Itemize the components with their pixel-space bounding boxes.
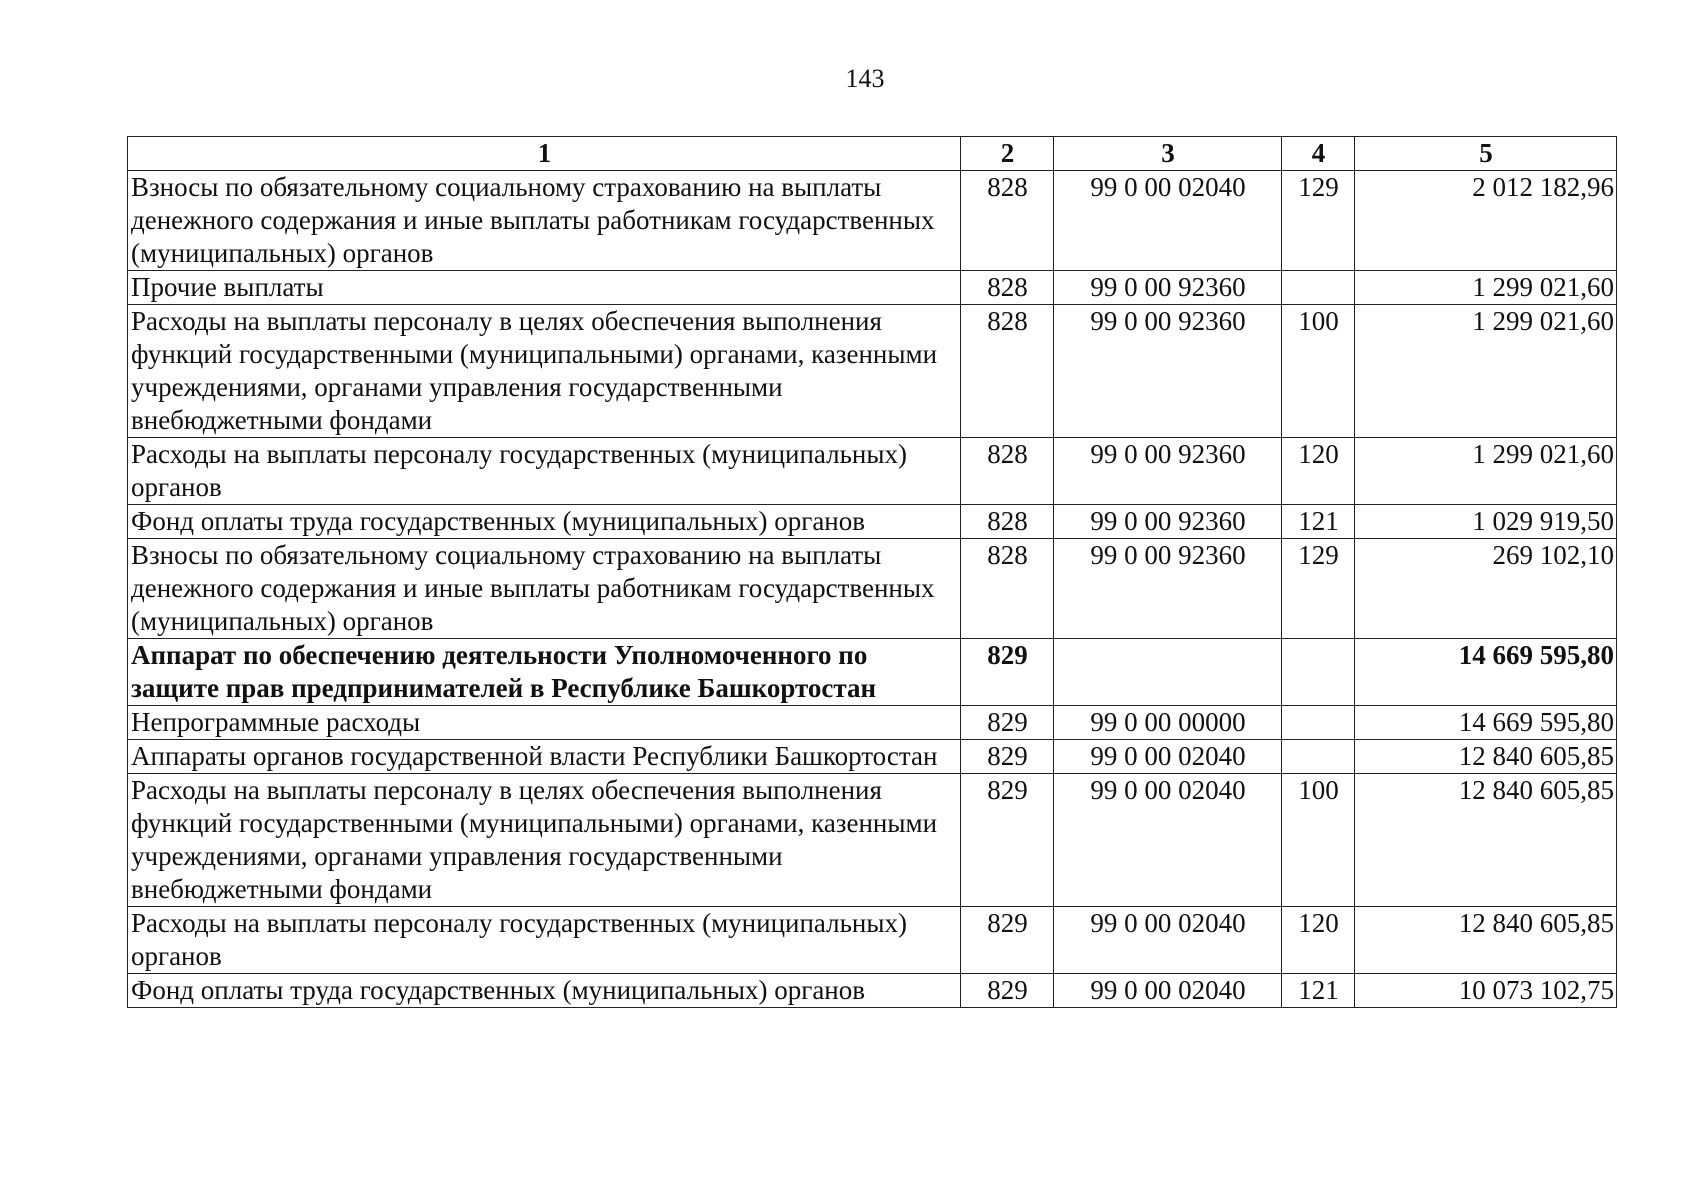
- row-name-cell: Непрограммные расходы: [128, 706, 961, 740]
- budget-table: [127, 136, 1617, 1008]
- row-name-cell: Взносы по обязательному социальному страхованию на выплаты денежного содержания и иные выплаты работникам государственных (муниципальных) органов: [128, 171, 961, 271]
- row-code-cell: 829: [961, 774, 1054, 907]
- row-name-cell: Аппараты органов государственной власти Республики Башкортостан: [128, 740, 961, 774]
- table-body: [128, 171, 1617, 1008]
- page-number: 143: [845, 64, 885, 93]
- column-header-2: 2: [961, 137, 1054, 171]
- row-amount-cell: 14 669 595,80: [1355, 706, 1617, 740]
- row-expense-type-cell: 121: [1282, 505, 1355, 539]
- row-amount-cell: 10 073 102,75: [1355, 974, 1617, 1008]
- row-amount-cell: 14 669 595,80: [1355, 639, 1617, 706]
- row-name-cell: Взносы по обязательному социальному страхованию на выплаты денежного содержания и иные выплаты работникам государственных (муниципальных) органов: [128, 539, 961, 639]
- row-target-article-cell: [1054, 639, 1282, 706]
- row-code-cell: 828: [961, 438, 1054, 505]
- row-target-article-cell: 99 0 00 92360: [1054, 438, 1282, 505]
- table-row: [128, 171, 1617, 271]
- row-amount-cell: 1 029 919,50: [1355, 505, 1617, 539]
- row-target-article-cell: 99 0 00 92360: [1054, 271, 1282, 305]
- row-amount-cell: 1 299 021,60: [1355, 438, 1617, 505]
- row-amount-cell: 269 102,10: [1355, 539, 1617, 639]
- row-code-cell: 829: [961, 907, 1054, 974]
- row-code-cell: 829: [961, 639, 1054, 706]
- row-amount-cell: 1 299 021,60: [1355, 305, 1617, 438]
- row-target-article-cell: 99 0 00 02040: [1054, 974, 1282, 1008]
- row-name-cell: Аппарат по обеспечению деятельности Уполномоченного по защите прав предпринимателей в Республике Башкортостан: [128, 639, 961, 706]
- row-name-cell: Расходы на выплаты персоналу в целях обеспечения выполнения функций государственными (муниципальными) органами, казенными учреждениями, органами управления государственными внебюджетными фондами: [128, 774, 961, 907]
- column-header-5: 5: [1355, 137, 1617, 171]
- row-name-cell: Фонд оплаты труда государственных (муниципальных) органов: [128, 974, 961, 1008]
- row-expense-type-cell: [1282, 271, 1355, 305]
- row-amount-cell: 12 840 605,85: [1355, 774, 1617, 907]
- row-code-cell: 828: [961, 505, 1054, 539]
- row-target-article-cell: 99 0 00 00000: [1054, 706, 1282, 740]
- table-row: [128, 974, 1617, 1008]
- row-code-cell: 828: [961, 271, 1054, 305]
- row-expense-type-cell: [1282, 706, 1355, 740]
- column-header-3: 3: [1054, 137, 1282, 171]
- row-code-cell: 828: [961, 171, 1054, 271]
- table-header-row: [128, 137, 1617, 171]
- row-target-article-cell: 99 0 00 92360: [1054, 505, 1282, 539]
- table-row: [128, 539, 1617, 639]
- table-row: [128, 271, 1617, 305]
- row-name-cell: Фонд оплаты труда государственных (муниципальных) органов: [128, 505, 961, 539]
- row-expense-type-cell: 100: [1282, 305, 1355, 438]
- row-amount-cell: 1 299 021,60: [1355, 271, 1617, 305]
- table-row: [128, 305, 1617, 438]
- column-header-1: 1: [128, 137, 961, 171]
- row-expense-type-cell: [1282, 639, 1355, 706]
- table-row: [128, 706, 1617, 740]
- row-name-cell: Прочие выплаты: [128, 271, 961, 305]
- row-expense-type-cell: [1282, 740, 1355, 774]
- table-row: [128, 740, 1617, 774]
- row-expense-type-cell: 120: [1282, 907, 1355, 974]
- table-row: [128, 774, 1617, 907]
- row-target-article-cell: 99 0 00 02040: [1054, 907, 1282, 974]
- row-code-cell: 829: [961, 740, 1054, 774]
- row-amount-cell: 12 840 605,85: [1355, 740, 1617, 774]
- column-header-4: 4: [1282, 137, 1355, 171]
- table-row: [128, 639, 1617, 706]
- row-code-cell: 829: [961, 974, 1054, 1008]
- table-row: [128, 505, 1617, 539]
- row-amount-cell: 12 840 605,85: [1355, 907, 1617, 974]
- row-target-article-cell: 99 0 00 02040: [1054, 740, 1282, 774]
- row-target-article-cell: 99 0 00 92360: [1054, 305, 1282, 438]
- row-amount-cell: 2 012 182,96: [1355, 171, 1617, 271]
- row-target-article-cell: 99 0 00 92360: [1054, 539, 1282, 639]
- row-expense-type-cell: 121: [1282, 974, 1355, 1008]
- row-name-cell: Расходы на выплаты персоналу государственных (муниципальных) органов: [128, 907, 961, 974]
- row-target-article-cell: 99 0 00 02040: [1054, 171, 1282, 271]
- row-code-cell: 828: [961, 539, 1054, 639]
- row-code-cell: 828: [961, 305, 1054, 438]
- row-target-article-cell: 99 0 00 02040: [1054, 774, 1282, 907]
- row-expense-type-cell: 129: [1282, 171, 1355, 271]
- row-name-cell: Расходы на выплаты персоналу в целях обеспечения выполнения функций государственными (муниципальными) органами, казенными учреждениями, органами управления государственными внебюджетными фондами: [128, 305, 961, 438]
- row-name-cell: Расходы на выплаты персоналу государственных (муниципальных) органов: [128, 438, 961, 505]
- row-expense-type-cell: 129: [1282, 539, 1355, 639]
- table-row: [128, 438, 1617, 505]
- row-code-cell: 829: [961, 706, 1054, 740]
- row-expense-type-cell: 100: [1282, 774, 1355, 907]
- row-expense-type-cell: 120: [1282, 438, 1355, 505]
- table-row: [128, 907, 1617, 974]
